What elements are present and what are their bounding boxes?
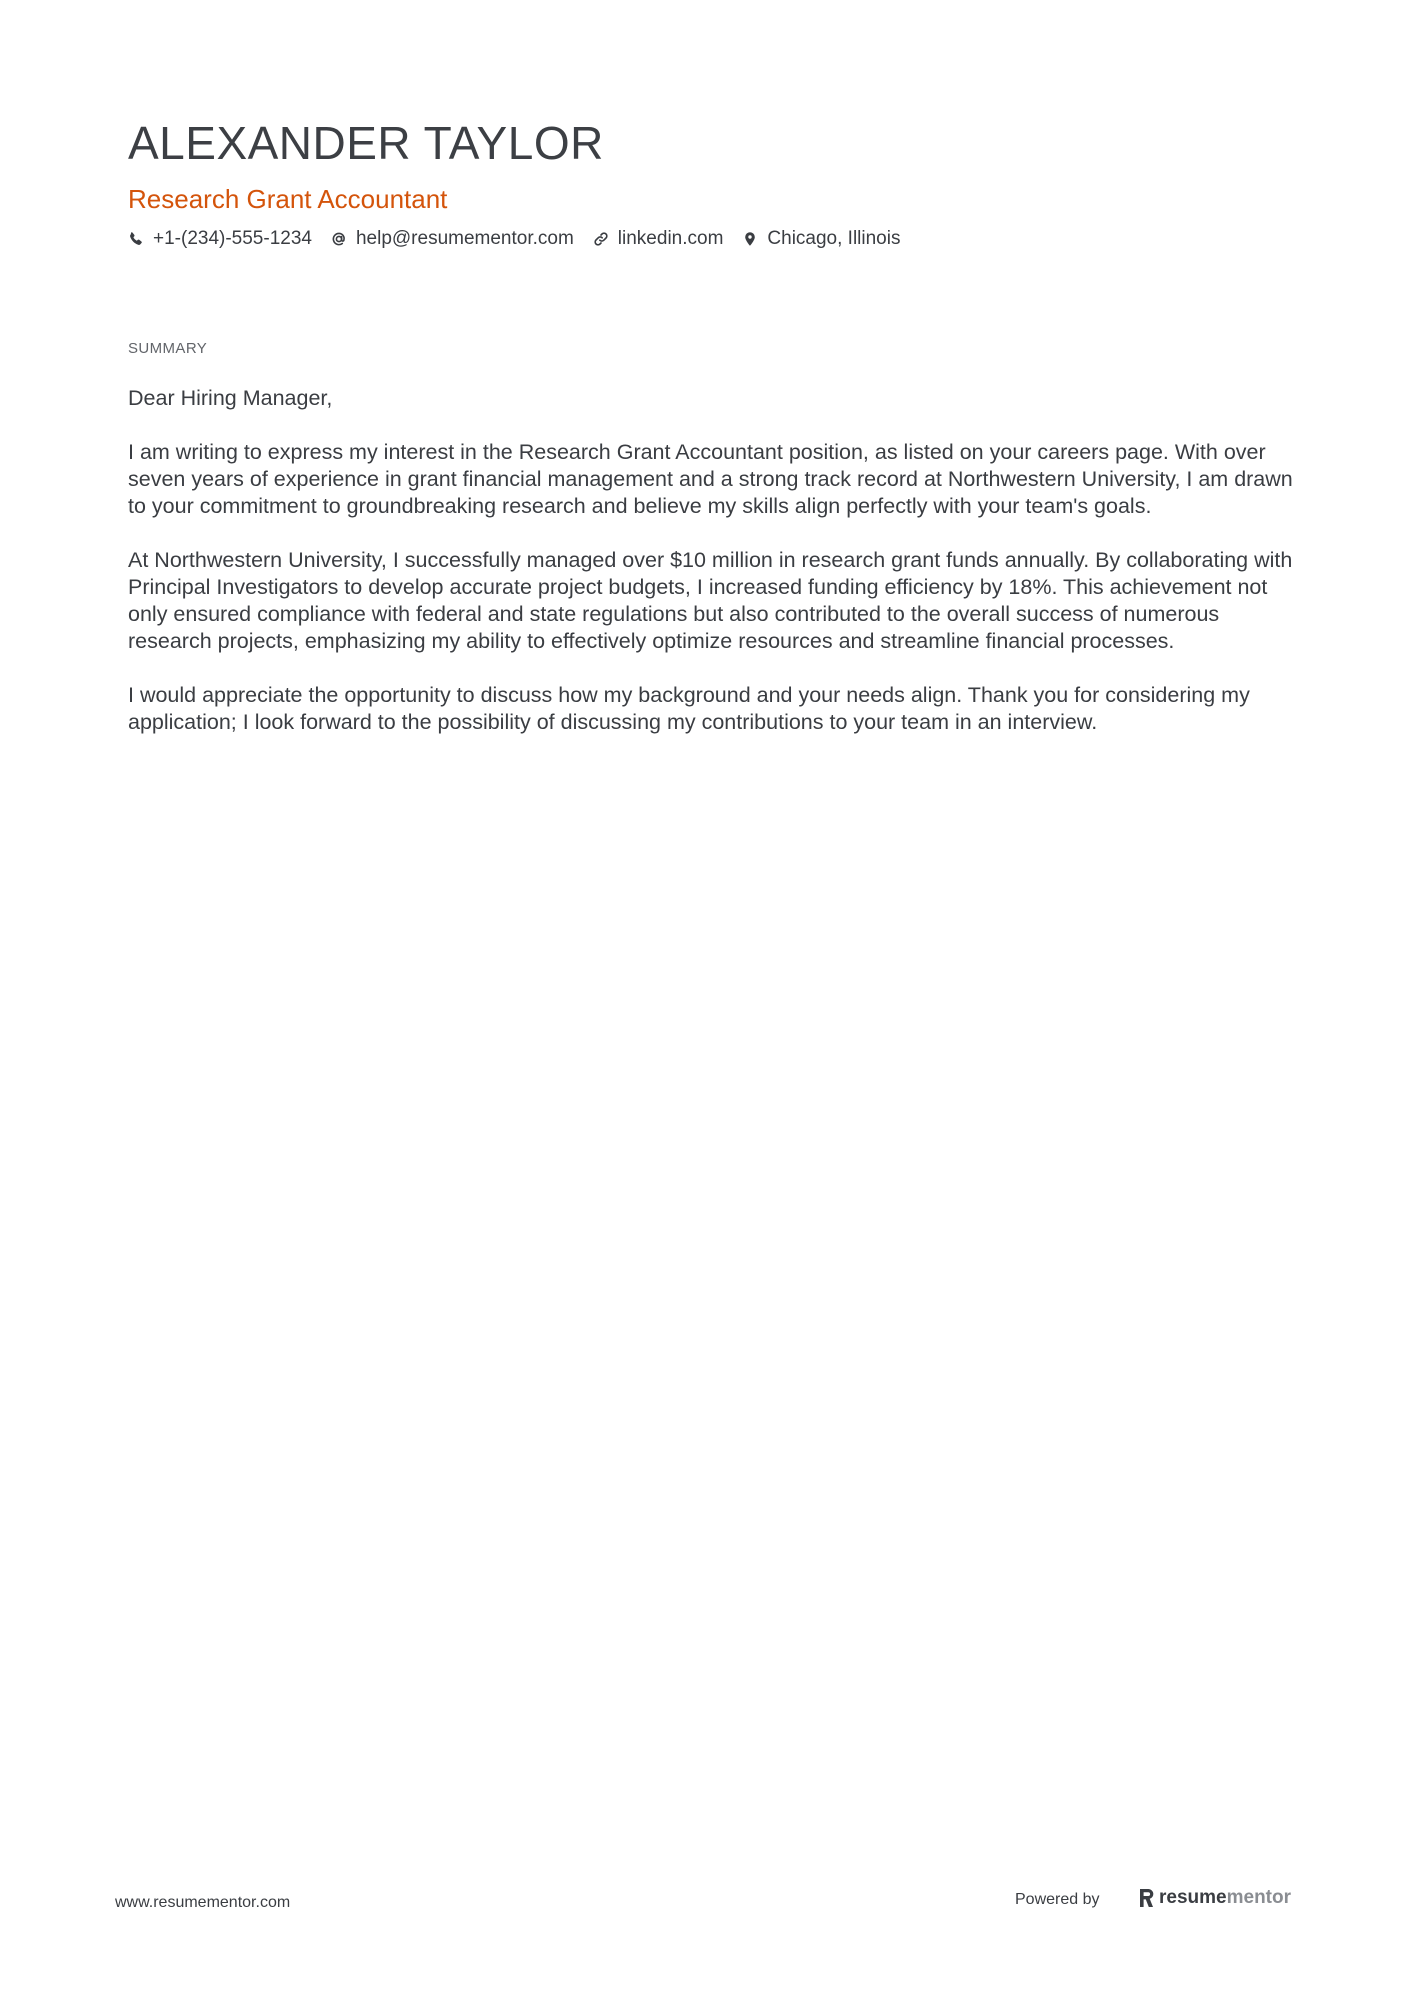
at-icon [331, 231, 347, 247]
brand-mark-icon [1138, 1887, 1155, 1909]
contact-linkedin[interactable] [593, 228, 724, 250]
letter-paragraph: I am writing to express my interest in the Research Grant Accountant position, as listed on your careers page. With over seven years of experience in grant financial management and a strong track record at Northwestern University, I am drawn to your commitment to groundbreaking research and believe my skills align perfectly with your team's goals. [128, 440, 1293, 518]
phone-icon [128, 231, 144, 247]
contact-phone [128, 228, 312, 250]
letter-paragraph: I would appreciate the opportunity to discuss how my background and your needs align. Thank you for considering my application; I look forward to the possibility of discussing my contributions to your team in an interview. [128, 683, 1250, 734]
contact-location [742, 228, 900, 250]
job-title: Research Grant Accountant [128, 184, 448, 214]
contact-email-text[interactable]: help@resumementor.com [355, 228, 574, 249]
brand-wordmark-resume: resume [1159, 1887, 1227, 1908]
contact-phone-text: +1-(234)-555-1234 [153, 228, 312, 249]
letter-paragraph: At Northwestern University, I successfully managed over $10 million in research grant funds annually. By collaborating with Principal Investigators to develop accurate project budgets, I increased funding efficiency by 18%. This achievement not only ensured compliance with federal and state regulations but also contributed to the overall success of numerous research projects, emphasizing my ability to effectively optimize resources and streamline financial processes. [128, 548, 1293, 653]
salutation: Dear Hiring Manager, [128, 386, 333, 410]
powered-by-label: Powered by [1015, 1891, 1100, 1908]
candidate-name: ALEXANDER TAYLOR [128, 117, 604, 169]
location-pin-icon [742, 231, 758, 247]
contact-location-text: Chicago, Illinois [767, 228, 901, 249]
link-icon [593, 231, 609, 247]
footer-website-link[interactable]: www.resumementor.com [115, 1894, 291, 1911]
contact-email[interactable] [331, 228, 574, 250]
brand-wordmark-mentor: mentor [1226, 1887, 1292, 1908]
brand-logo[interactable] [1138, 1887, 1291, 1909]
summary-heading: SUMMARY [128, 340, 208, 357]
letter-body [128, 385, 1298, 763]
contact-linkedin-text[interactable]: linkedin.com [617, 228, 724, 249]
contact-bar [128, 228, 919, 250]
